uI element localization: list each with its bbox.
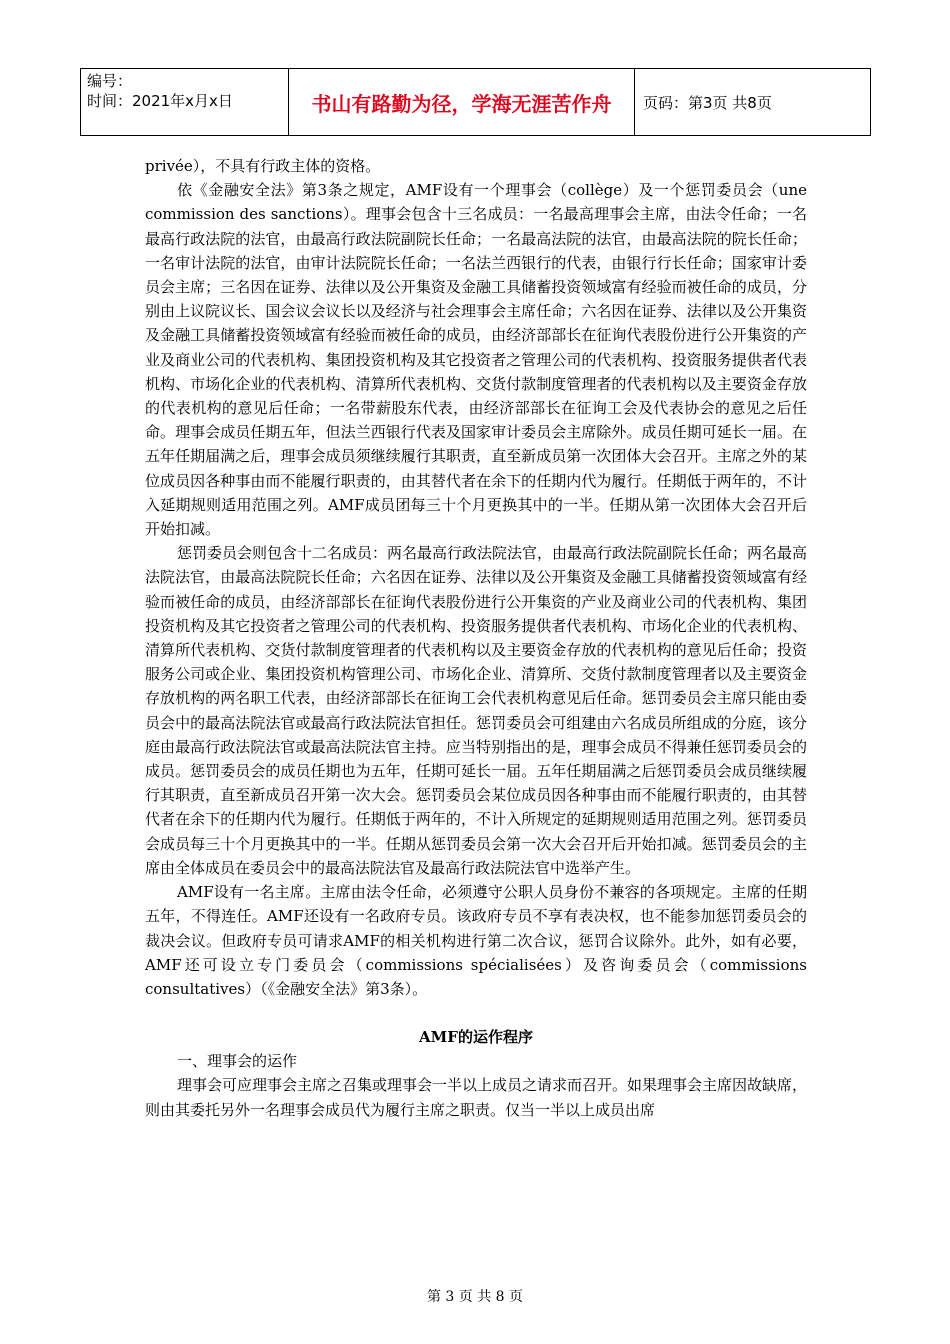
section-heading: AMF的运作程序: [419, 1028, 533, 1047]
document-body: [145, 154, 807, 1122]
subsection-title: 一、理事会的运作: [177, 1052, 298, 1071]
paragraph-4: AMF设有一名主席。主席由法令任命，必须遵守公职人员身份不兼容的各项规定。主席的任期五年，不得连任。AMF还设有一名政府专员。该政府专员不享有表决权，也不能参加惩罚委员会的裁决会议。但政府专员可请求AMF的相关机构进行第二次合议，惩罚合议除外。此外，如有必要，AMF还可设立专门委员会（commissions spécialisées）及咨询委员会（commissions consultatives）（《金融安全法》第3条）。: [145, 883, 807, 998]
header-motto: 书山有路勤为径，学海无涯苦作舟: [289, 69, 635, 135]
page-footer: 第 3 页 共 8 页: [426, 1289, 524, 1305]
page-header-table: [80, 68, 871, 136]
header-page-info: 页码：第3页 共8页: [643, 93, 772, 112]
paragraph-1: privée），不具有行政主体的资格。: [145, 157, 381, 175]
paragraph-5: 理事会可应理事会主席之召集或理事会一半以上成员之请求而召开。如果理事会主席因故缺席，则由其委托另外一名理事会成员代为履行主席之职责。仅当一半以上成员出席: [145, 1076, 808, 1119]
document-date-label: 时间：2021年x月x日: [87, 92, 233, 110]
paragraph-3: 惩罚委员会则包含十二名成员：两名最高行政法院法官，由最高行政法院副院长任命；两名最高法院法官，由最高法院院长任命；六名因在证券、法律以及公开集资及金融工具储蓄投资领域富有经验而被任命的成员，由经济部部长在征询代表股份进行公开集资的产业及商业公司的代表机构、集团投资机构及其它投资者之管理公司的代表机构、投资服务提供者代表机构、市场化企业的代表机构、清算所代表机构、交货付款制度管理者的代表机构以及主要资金存放的代表机构的意见后任命；投资服务公司或企业、集团投资机构管理公司、市场化企业、清算所、交货付款制度管理者以及主要资金存放机构的两名职工代表，由经济部部长在征询工会代表机构意见后任命。惩罚委员会主席只能由委员会中的最高法院法官或最高行政法院法官担任。惩罚委员会可组建由六名成员所组成的分庭，该分庭由最高行政法院法官或最高法院法官主持。应当特别指出的是，理事会成员不得兼任惩罚委员会的成员。惩罚委员会的成员任期也为五年，任期可延长一届。五年任期届满之后惩罚委员会成员继续履行其职责，直至新成员召开第一次大会。惩罚委员会某位成员因各种事由而不能履行职责的，由其替代者在余下的任期内代为履行。任期低于两年的，不计入所规定的延期规则适用范围之列。惩罚委员会成员每三十个月更换其中的一半。任期从惩罚委员会第一次大会召开后开始扣减。惩罚委员会的主席由全体成员在委员会中的最高法院法官及最高行政法院法官中选举产生。: [145, 544, 808, 877]
paragraph-2: 依《金融安全法》第3条之规定，AMF设有一个理事会（collège）及一个惩罚委员会（une commission des sanctions）。理事会包含十三名成员：一名最高理事会主席，由法令任命；一名最高行政法院的法官，由最高行政法院副院长任命；一名最高法院的法官，由最高法院的院长任命；一名审计法院的法官，由审计法院院长任命；一名法兰西银行的代表，由银行行长任命；国家审计委员会主席；三名因在证券、法律以及公开集资及金融工具储蓄投资领域富有经验而被任命的成员，分别由上议院议长、国会议会议长以及经济与社会理事会主席任命；六名因在证券、法律以及公开集资及金融工具储蓄投资领域富有经验而被任命的成员，由经济部部长在征询代表股份进行公开集资的产业及商业公司的代表机构、集团投资机构及其它投资者之管理公司的代表机构、投资服务提供者代表机构、市场化企业的代表机构、清算所代表机构、交货付款制度管理者的代表机构以及主要资金存放的代表机构的意见后任命；一名带薪股东代表，由经济部部长在征询工会及代表协会的意见之后任命。理事会成员任期五年，但法兰西银行代表及国家审计委员会主席除外。成员任期可延长一届。在五年任期届满之后，理事会成员须继续履行其职责，直至新成员第一次团体大会召开。主席之外的某位成员因各种事由而不能履行职责的，由其替代者在余下的任期内代为履行。任期低于两年的，不计入延期规则适用范围之列。AMF成员团每三十个月更换其中的一半。任期从第一次团体大会召开后开始扣减。: [145, 181, 807, 539]
document-code-label: 编号：: [87, 72, 133, 90]
header-left-cell: [81, 69, 289, 135]
